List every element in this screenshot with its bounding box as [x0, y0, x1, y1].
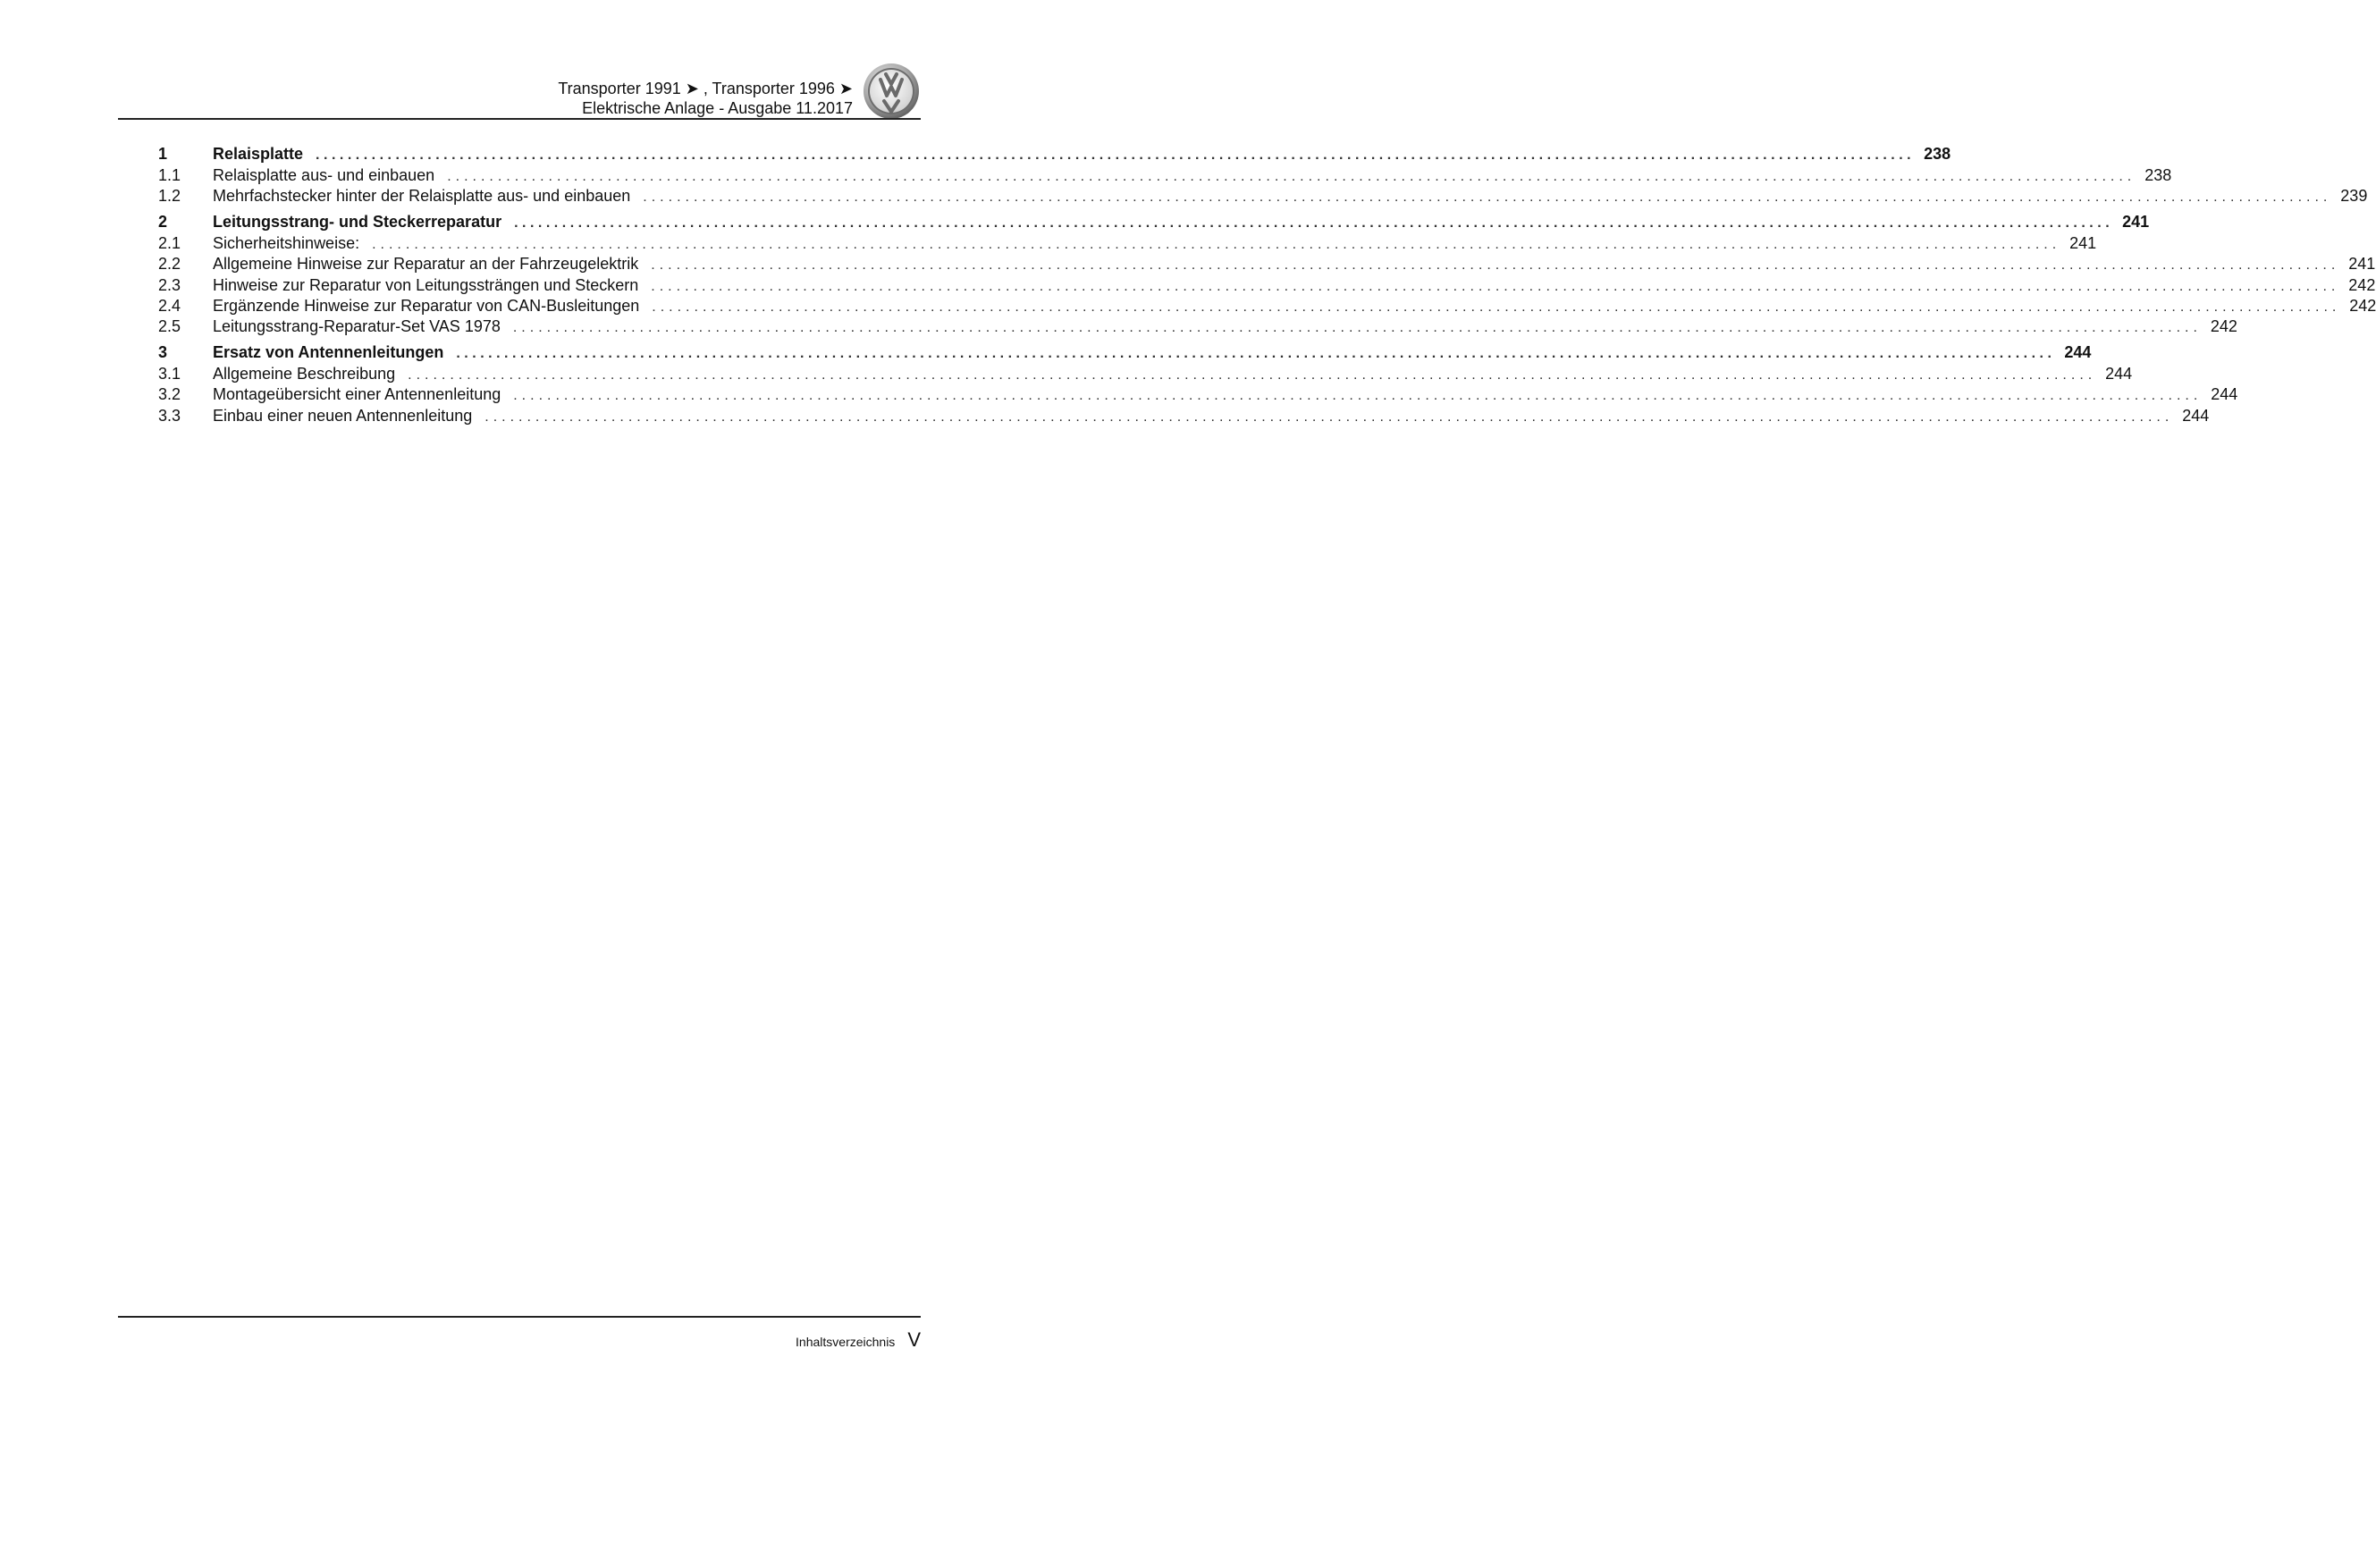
toc-dot-leader: ........................................................................................................................................................................................................ [316, 148, 1916, 163]
toc-section-row[interactable] [158, 233, 2097, 254]
toc-section-row[interactable] [158, 165, 2172, 186]
toc-entry-title: Allgemeine Beschreibung [213, 364, 396, 383]
toc-dot-leader: ........................................................................................................................................................................................................ [456, 345, 2056, 361]
toc-entry-number: 3.1 [158, 364, 181, 383]
toc-entry-number: 1.1 [158, 166, 181, 184]
toc-entry-page: 242 [2349, 296, 2376, 315]
toc-entry-number: 3 [158, 342, 168, 361]
footer-divider [118, 1316, 921, 1318]
table-of-contents [158, 143, 2376, 426]
toc-entry-number: 2.3 [158, 275, 181, 294]
toc-entry-page: 244 [2211, 385, 2238, 404]
footer-section-label: Inhaltsverzeichnis [796, 1335, 896, 1349]
toc-entry-page: 242 [2348, 275, 2376, 294]
toc-dot-leader: ........................................................................................................................................................................................................ [447, 169, 2136, 184]
toc-entry-page: 238 [1924, 145, 1951, 163]
toc-chapter-row[interactable] [158, 341, 2092, 364]
toc-entry-title: Ergänzende Hinweise zur Reparatur von CAN-Busleitungen [213, 296, 640, 315]
toc-chapter-row[interactable] [158, 143, 1951, 165]
toc-entry-title: Relaisplatte aus- und einbauen [213, 166, 435, 184]
toc-dot-leader: ........................................................................................................................................................................................................ [513, 388, 2203, 404]
header-divider [118, 118, 921, 120]
toc-entry-number: 2.5 [158, 317, 181, 336]
toc-chapter-row[interactable] [158, 211, 2150, 233]
header-edition-line: Elektrische Anlage - Ausgabe 11.2017 [582, 99, 853, 117]
toc-entry-page: 242 [2210, 317, 2237, 336]
toc-dot-leader: ........................................................................................................................................................................................................ [651, 257, 2340, 274]
toc-entry-page: 244 [2064, 342, 2092, 361]
vw-logo-icon [863, 63, 920, 120]
toc-dot-leader: ........................................................................................................................................................................................................ [651, 278, 2340, 294]
toc-entry-number: 2.2 [158, 255, 181, 274]
toc-section-row[interactable] [158, 254, 2376, 274]
toc-entry-number: 1.2 [158, 187, 181, 206]
toc-entry-title: Einbau einer neuen Antennenleitung [213, 406, 473, 425]
toc-entry-page: 241 [2069, 233, 2097, 252]
toc-entry-page: 244 [2105, 364, 2133, 383]
toc-entry-title: Sicherheitshinweise: [213, 233, 360, 252]
toc-dot-leader: ........................................................................................................................................................................................................ [372, 236, 2061, 252]
toc-entry-title: Allgemeine Hinweise zur Reparatur an der Fahrzeugelektrik [213, 255, 639, 274]
toc-entry-number: 2.1 [158, 233, 181, 252]
toc-section-row[interactable] [158, 406, 2210, 426]
toc-entry-number: 2.4 [158, 296, 181, 315]
toc-section-row[interactable] [158, 186, 2368, 207]
toc-entry-page: 241 [2348, 255, 2376, 274]
toc-entry-title: Montageübersicht einer Antennenleitung [213, 385, 501, 404]
toc-dot-leader: ........................................................................................................................................................................................................ [643, 190, 2332, 206]
toc-entry-page: 241 [2122, 212, 2150, 231]
header-text [558, 79, 853, 118]
toc-dot-leader: ........................................................................................................................................................................................................ [512, 320, 2202, 336]
toc-section-row[interactable] [158, 384, 2238, 405]
header-vehicle-line: Transporter 1991 ➤ , Transporter 1996 ➤ [558, 80, 853, 97]
toc-section-row[interactable] [158, 316, 2237, 337]
toc-dot-leader: ........................................................................................................................................................................................................ [484, 409, 2174, 425]
toc-entry-title: Ersatz von Antennenleitungen [213, 342, 444, 361]
toc-entry-title: Hinweise zur Reparatur von Leitungssträngen und Steckern [213, 275, 639, 294]
toc-entry-page: 239 [2340, 187, 2368, 206]
toc-section-row[interactable] [158, 275, 2376, 296]
toc-entry-title: Leitungsstrang-Reparatur-Set VAS 1978 [213, 317, 501, 336]
toc-dot-leader: ........................................................................................................................................................................................................ [514, 215, 2114, 231]
toc-entry-number: 3.3 [158, 406, 181, 425]
toc-entry-number: 3.2 [158, 385, 181, 404]
toc-entry-title: Relaisplatte [213, 145, 304, 163]
toc-entry-number: 1 [158, 145, 168, 163]
toc-section-row[interactable] [158, 364, 2133, 384]
footer-page-number: V [907, 1328, 921, 1351]
document-footer [796, 1328, 921, 1352]
toc-dot-leader: ........................................................................................................................................................................................................ [408, 367, 2097, 383]
toc-entry-page: 244 [2182, 406, 2210, 425]
toc-section-row[interactable] [158, 296, 2376, 316]
toc-entry-page: 238 [2144, 166, 2172, 184]
toc-entry-title: Mehrfachstecker hinter der Relaisplatte aus- und einbauen [213, 187, 631, 206]
toc-entry-number: 2 [158, 212, 168, 231]
toc-dot-leader: ........................................................................................................................................................................................................ [652, 299, 2341, 315]
toc-entry-title: Leitungsstrang- und Steckerreparatur [213, 212, 502, 231]
